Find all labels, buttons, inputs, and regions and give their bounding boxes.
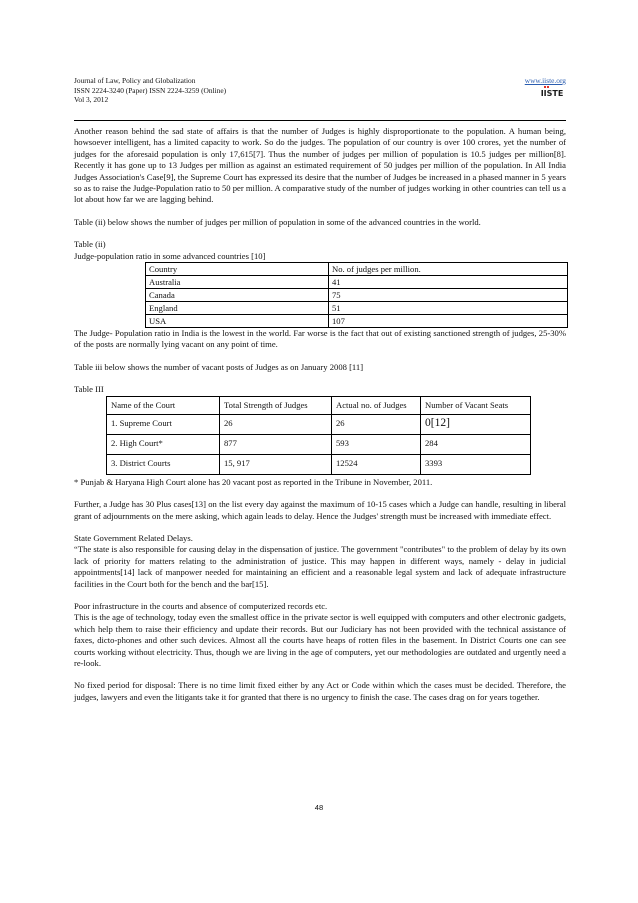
table-cell: 0[12] [421,414,531,434]
table-cell: 1. Supreme Court [107,414,220,434]
table-cell: 284 [421,434,531,454]
table-header-cell: Total Strength of Judges [220,396,332,414]
footnote-punjab-haryana: * Punjab & Haryana High Court alone has 20 vacant post as reported in the Tribune in November, 2011. [74,476,433,487]
table-cell: 12524 [332,454,421,474]
table-row [146,302,568,315]
table-cell: Australia [146,276,329,289]
table-cell: 26 [332,414,421,434]
vacant-posts-table [106,396,531,475]
table-row [107,414,531,434]
table-cell: England [146,302,329,315]
table-ii-caption: Judge-population ratio in some advanced countries [10] [74,250,266,261]
paragraph-state-delays: “The state is also responsible for causing delay in the dispensation of justice. The government "contributes" to the problem of delay by its own lack of priority for matters relating to the administration of justice. This may happen in different ways, namely - delay in judicial appointments[14] lack of manpower needed for maintaining an efficient and a reasonable legal system and lack of adequate infrastructure facilities in the Court both for the bench and the bar[15]. [74,544,566,589]
paragraph-no-fixed-period: No fixed period for disposal: There is no time limit fixed either by any Act or Code within which the cases must be decided. Therefore, the judges, lawyers and even the litigants take it for granted that there is no urgency to finish the case. The cases drag on for years together. [74,680,566,702]
table-row [146,289,568,302]
paragraph-table-ii-intro: Table (ii) below shows the number of judges per million of population in some of the advanced countries in the world. [74,216,481,227]
paragraph-infrastructure: This is the age of technology, today even the smallest office in the private sector is well equipped with computers and other electronic gadgets, which help them to raise their efficiency and update their records. But our Judiciary has not been provided with the technical assistance of faxes, dicto-phones and other such devices. Almost all the courts have heaps of rotten files in the basement. In District Courts one can see courts working without electricity. Thus, though we are living in the age of computers, yet our methodologies are outdated and urgently need a re-look. [74,612,566,668]
table-cell: 3393 [421,454,531,474]
table-cell: 877 [220,434,332,454]
table-cell: 41 [329,276,568,289]
table-header-cell: Actual no. of Judges [332,396,421,414]
section-heading-state-delays: State Government Related Delays. [74,532,193,543]
table-cell: 3. District Courts [107,454,220,474]
table-cell: USA [146,315,329,328]
table-cell: 75 [329,289,568,302]
table-cell: 15, 917 [220,454,332,474]
journal-issn: ISSN 2224-3240 (Paper) ISSN 2224-3259 (Online) [74,85,227,95]
table-header-cell: Name of the Court [107,396,220,414]
table-header-row [107,396,531,414]
table-cell: 51 [329,302,568,315]
table-header-row [146,263,568,276]
table-cell: 107 [329,315,568,328]
paragraph-table-iii-intro: Table iii below shows the number of vacant posts of Judges as on January 2008 [11] [74,361,364,372]
table-row [107,434,531,454]
table-header-cell: Number of Vacant Seats [421,396,531,414]
table-header-cell: Country [146,263,329,276]
judge-population-table [145,262,568,328]
article-body [74,126,566,714]
table-cell: 593 [332,434,421,454]
paragraph-india-ratio: The Judge- Population ratio in India is the lowest in the world. Far worse is the fact that out of existing sanctioned strength of judges, 25-30% of the posts are normally lying vacant on any point of time. [74,328,566,350]
table-cell: 26 [220,414,332,434]
page-header [74,76,566,105]
table-cell: Canada [146,289,329,302]
table-iii-label: Table III [74,384,104,395]
journal-volume: Vol 3, 2012 [74,95,109,105]
table-row [107,454,531,474]
table-row [146,315,568,328]
paragraph-case-load: Further, a Judge has 30 Plus cases[13] on the list every day against the maximum of 10-15 cases which a Judge can handle, resulting in liberal grant of adjournments on the mere asking, which again leads to delay. Hence the Judges' strength must be increased with immediate effect. [74,499,566,521]
iiste-logo [542,85,562,98]
table-header-cell: No. of judges per million. [329,263,568,276]
section-heading-infrastructure: Poor infrastructure in the courts and absence of computerized records etc. [74,600,328,611]
header-rule [74,120,566,121]
table-cell: 2. High Court* [107,434,220,454]
table-row [146,276,568,289]
journal-name: Journal of Law, Policy and Globalization [74,76,196,85]
page-number: 48 [314,803,324,812]
table-ii-label: Table (ii) [74,239,106,250]
journal-url-link[interactable]: www.iiste.org [524,76,566,85]
svg-text:IISTE: IISTE [540,89,564,98]
paragraph-judges-ratio: Another reason behind the sad state of affairs is that the number of Judges is highly disproportionate to the population. A human being, howsoever intelligent, has a limited capacity to work. So do the judges. The population of our country is over 100 crores, yet the number of judges for the aforesaid population is only 17,615[7]. Thus the number of judges per million of population is 10.5 judges per million[8]. Recently it has gone up to 13 Judges per million as against an estimated requirement of 50 judges per million of the population. In All India Judges Association's Case[9], the Supreme Court has expressed its desire that the number of Judges be increased in a phased manner in 5 years so as to raise the Judge-Population ratio to 50 per million. A comparative study of the number of judges working in other countries can tell us a lot about how far we are lagging behind. [74,126,566,205]
